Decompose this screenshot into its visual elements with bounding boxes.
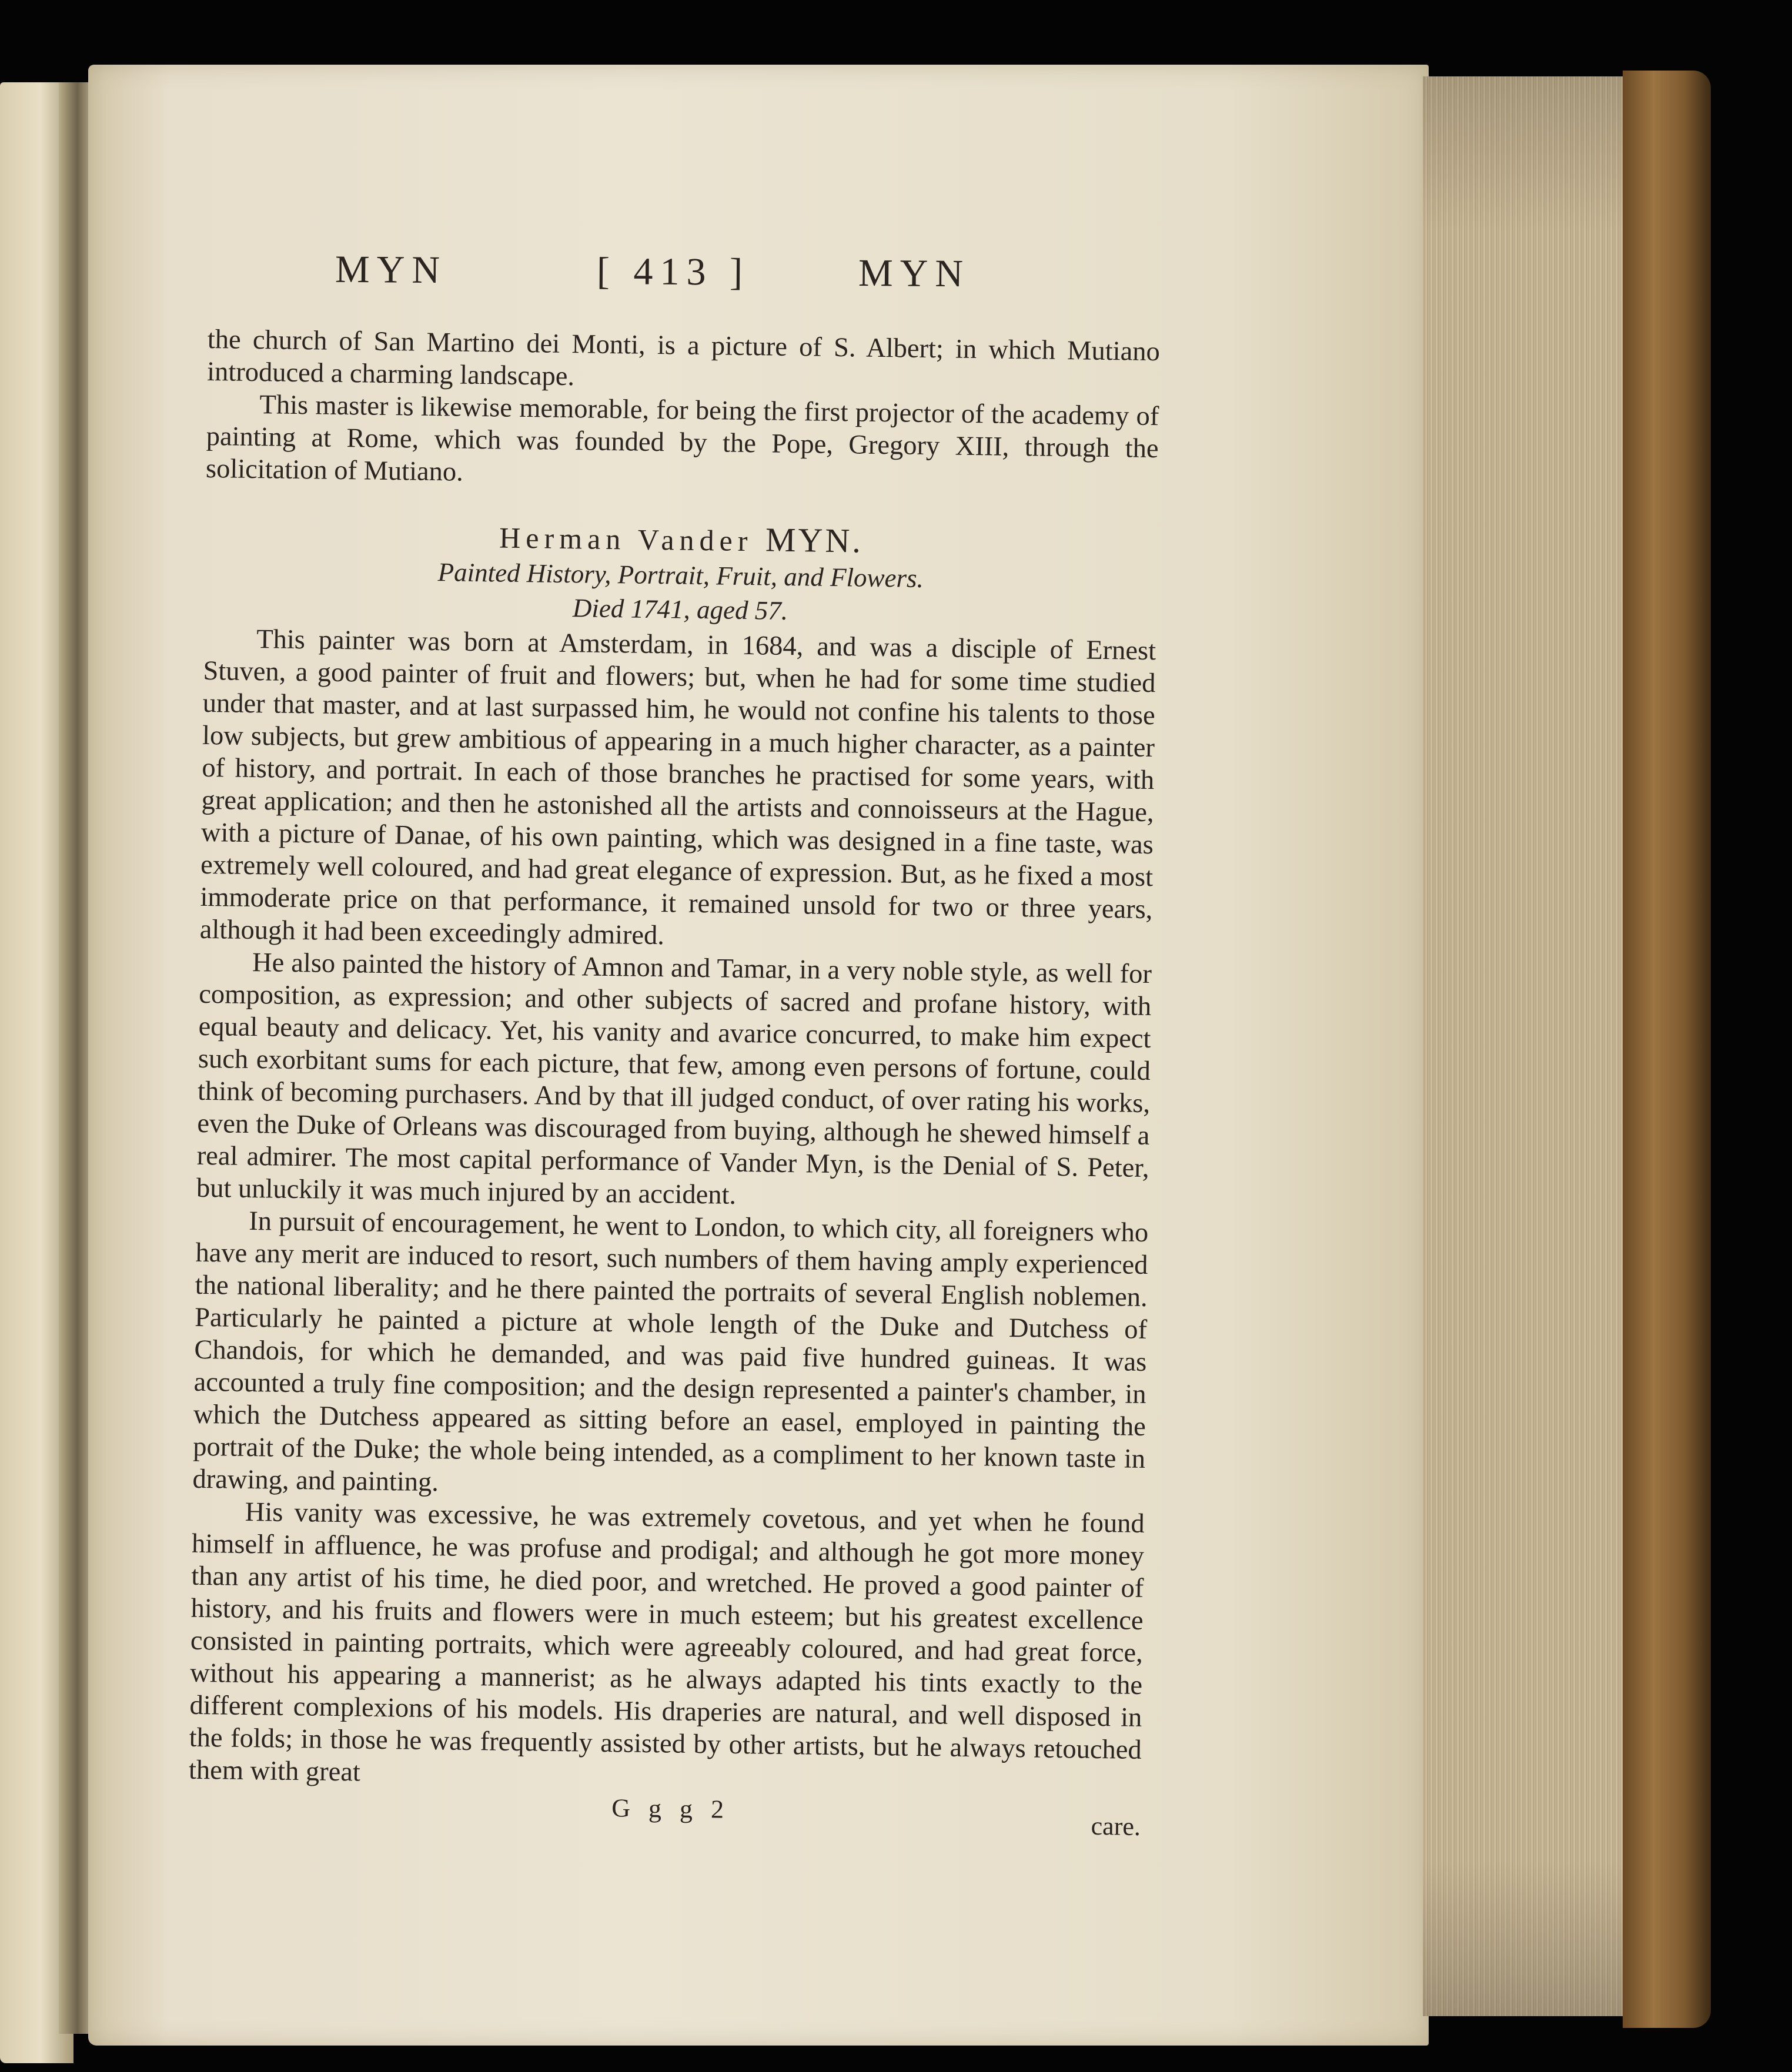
paragraph: This painter was born at Amsterdam, in 1684, and was a disciple of Ernest Stuven, a good painter of fruit and flowers; but, when he had for some time studied under that master, and at last surpassed him, he would not confine his talents to those low subjects, but grew ambitious of appearing in a much higher character, as a painter of history, and portrait. In each of those branches he practised for some years, with great application; and then he astonished all the artists and connoisseurs at the Hague, with a picture of Danae, of his own painting, which was designed in a fine taste, was extremely well coloured, and had great elegance of expression. But, as he fixed a most immoderate price on that performance, it remained unsold for two or three years, although it had been exceedingly admired. <box>199 624 1156 951</box>
book-cover-edge <box>1623 71 1711 2028</box>
paragraph: the church of San Martino dei Monti, is a picture of S. Albert; in which Mutiano introduced a charming landscape. <box>206 324 1161 392</box>
running-head-right: MYN <box>858 252 971 296</box>
signature-mark: G g g 2 <box>611 1793 730 1824</box>
paragraph: His vanity was excessive, he was extremely covetous, and yet when he found himself in affluence, he was profuse and prodigal; and although he got more money than any artist of his time, he died poor, and wretched. He proved a good painter of history, and his fruits and flowers were in much esteem; but his greatest excellence consisted in painting portraits, which were agreeably coloured, and had great force, without his appearing a mannerist; as he always adapted his tints exactly to the different complexions of his models. His draperies are natural, and well disposed in the folds; in those he was frequently assisted by other artists, but he always retouched them with great <box>188 1497 1145 1788</box>
page-edges <box>1423 76 1640 2016</box>
running-head-left: MYN <box>335 247 447 292</box>
entry-name-last: MYN. <box>765 520 864 560</box>
entry-name-first: Herman Vander <box>499 521 753 558</box>
paragraph: He also painted the history of Amnon and Tamar, in a very noble style, as well for composition, as expression; and other subjects of sacred and profane history, with equal beauty and delicacy. Yet, his vanity and avarice concurred, to make him expect such exorbitant sums for each picture, that few, among even persons of fortune, could think of becoming purchasers. And by that ill judged conduct, of over rating his works, even the Duke of Orleans was discouraged from buying, although he shewed himself a real admirer. The most capital performance of Vander Myn, is the Denial of S. Peter, but unluckily it was much injured by an accident. <box>196 948 1152 1210</box>
entry-subtitle: Painted History, Portrait, Fruit, and Flowers. <box>437 557 924 593</box>
entry-died: Died 1741, aged 57. <box>572 593 788 625</box>
catchword: care. <box>1091 1811 1141 1841</box>
page-number: [ 413 ] <box>596 249 750 294</box>
paragraph: In pursuit of encouragement, he went to London, to which city, all foreigners who have any merit are induced to resort, such numbers of them having amply experienced the national liberality; and he there painted the portraits of several English noblemen. Particularly he painted a picture at whole length of the Duke and Dutchess of Chandois, for which he demanded, and was paid five hundred guineas. It was accounted a truly fine composition; and the design represented a painter's chamber, in which the Dutchess appeared as sitting before an easel, employed in painting the portrait of the Duke; the whole being intended, as a compliment to her known taste in drawing, and painting. <box>192 1206 1149 1498</box>
paragraph: This master is likewise memorable, for being the first projector of the academy of painting at Rome, which was founded by the Pope, Gregory XIII, through the solicitation of Mutiano. <box>205 390 1159 487</box>
text-block <box>188 247 1161 1841</box>
